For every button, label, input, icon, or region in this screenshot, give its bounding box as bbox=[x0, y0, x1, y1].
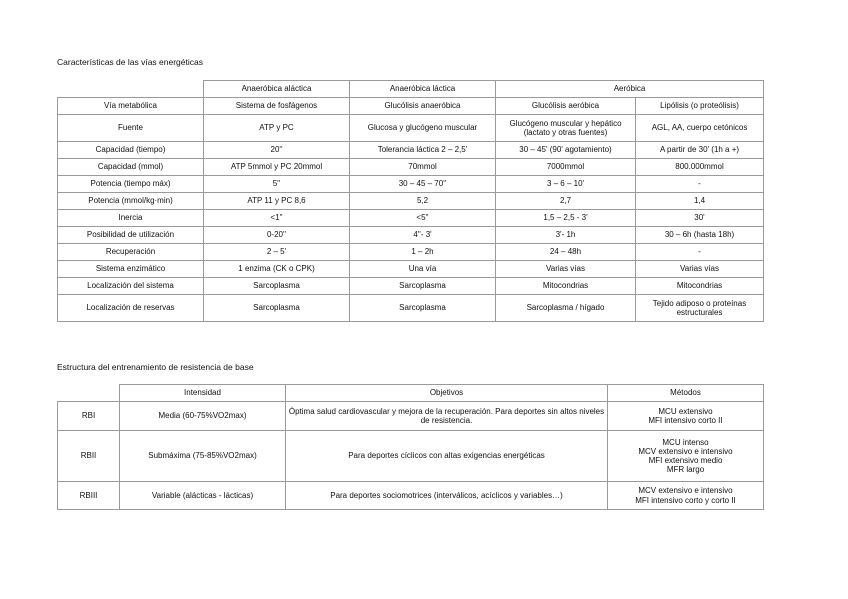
table-cell: Para deportes cíclicos con altas exigencias energéticas bbox=[286, 431, 608, 482]
table-cell: 2,7 bbox=[496, 193, 636, 210]
table-cell: Sistema de fosfágenos bbox=[204, 98, 350, 115]
table-cell: 3'- 1h bbox=[496, 227, 636, 244]
section-title-energy-pathways: Características de las vías energéticas bbox=[57, 57, 203, 67]
table-row bbox=[58, 193, 764, 210]
table-cell: Glucógeno muscular y hepático (lactato y otras fuentes) bbox=[496, 115, 636, 142]
method-item: MFI intensivo corto y corto II bbox=[635, 495, 736, 505]
table-row bbox=[58, 482, 764, 510]
table-row bbox=[58, 261, 764, 278]
table-cell: <1'' bbox=[204, 210, 350, 227]
table-cell: 5,2 bbox=[350, 193, 496, 210]
table-cell: ATP 11 y PC 8,6 bbox=[204, 193, 350, 210]
table-cell: Lipólisis (o proteólisis) bbox=[636, 98, 764, 115]
table-cell: Mitocondrias bbox=[496, 278, 636, 295]
table-cell: Varias vías bbox=[496, 261, 636, 278]
row-label: Capacidad (mmol) bbox=[58, 159, 204, 176]
table-cell: AGL, AA, cuerpo cetónicos bbox=[636, 115, 764, 142]
table-cell: <5'' bbox=[350, 210, 496, 227]
row-label: Fuente bbox=[58, 115, 204, 142]
table-header-row bbox=[58, 81, 764, 98]
column-group-header: Anaeróbica aláctica bbox=[204, 81, 350, 98]
empty-corner-cell bbox=[58, 81, 204, 98]
energy-pathways-table bbox=[57, 80, 764, 322]
table-cell: Variable (alácticas - lácticas) bbox=[120, 482, 286, 510]
table-cell: 0-20'' bbox=[204, 227, 350, 244]
table-cell: ATP 5mmol y PC 20mmol bbox=[204, 159, 350, 176]
empty-corner-cell bbox=[58, 385, 120, 402]
section-title-base-endurance: Estructura del entrenamiento de resistencia de base bbox=[57, 362, 254, 372]
table-row bbox=[58, 402, 764, 431]
row-label: Localización del sistema bbox=[58, 278, 204, 295]
method-item: MCV extensivo e intensivo bbox=[638, 486, 733, 496]
table-cell: Para deportes sociomotrices (interválicos, acíclicos y variables…) bbox=[286, 482, 608, 510]
table-row bbox=[58, 98, 764, 115]
table-cell: 30 – 6h (hasta 18h) bbox=[636, 227, 764, 244]
table-cell: 800.000mmol bbox=[636, 159, 764, 176]
table-cell: 1,5 – 2,5 - 3' bbox=[496, 210, 636, 227]
table-cell: Varias vías bbox=[636, 261, 764, 278]
table-cell: 70mmol bbox=[350, 159, 496, 176]
table-cell: Glucólisis aeróbica bbox=[496, 98, 636, 115]
table-cell: 4''- 3' bbox=[350, 227, 496, 244]
column-header: Intensidad bbox=[120, 385, 286, 402]
table-cell: Una vía bbox=[350, 261, 496, 278]
row-label: RBI bbox=[58, 402, 120, 431]
column-group-header: Anaeróbica láctica bbox=[350, 81, 496, 98]
table-cell: 3 – 6 – 10' bbox=[496, 176, 636, 193]
base-endurance-table bbox=[57, 384, 764, 510]
row-label: Sistema enzimático bbox=[58, 261, 204, 278]
table-cell: Media (60-75%VO2max) bbox=[120, 402, 286, 431]
row-label: Posibilidad de utilización bbox=[58, 227, 204, 244]
row-label: Potencia (tiempo máx) bbox=[58, 176, 204, 193]
column-header: Objetivos bbox=[286, 385, 608, 402]
methods-cell bbox=[608, 482, 764, 510]
table-row bbox=[58, 431, 764, 482]
table-cell: 24 – 48h bbox=[496, 244, 636, 261]
table-cell: 1,4 bbox=[636, 193, 764, 210]
table-cell: 20'' bbox=[204, 142, 350, 159]
table-cell: 30 – 45 – 70'' bbox=[350, 176, 496, 193]
row-label: Localización de reservas bbox=[58, 295, 204, 322]
table-cell: Sarcoplasma bbox=[350, 295, 496, 322]
table-cell: Sarcoplasma bbox=[350, 278, 496, 295]
column-group-header: Aeróbica bbox=[496, 81, 764, 98]
table-cell: ATP y PC bbox=[204, 115, 350, 142]
table-row bbox=[58, 278, 764, 295]
table-cell: - bbox=[636, 176, 764, 193]
row-label: RBIII bbox=[58, 482, 120, 510]
table-cell: 5'' bbox=[204, 176, 350, 193]
method-item: MCV extensivo e intensivo bbox=[638, 446, 733, 456]
method-item: MCU intenso bbox=[662, 437, 709, 447]
table-cell: Sarcoplasma bbox=[204, 278, 350, 295]
table-cell: 30 – 45' (90' agotamiento) bbox=[496, 142, 636, 159]
table-cell: 1 – 2h bbox=[350, 244, 496, 261]
table-row bbox=[58, 295, 764, 322]
methods-cell bbox=[608, 431, 764, 482]
row-label: Potencia (mmol/kg·min) bbox=[58, 193, 204, 210]
table-cell: 1 enzima (CK o CPK) bbox=[204, 261, 350, 278]
row-label: Vía metabólica bbox=[58, 98, 204, 115]
table-cell: 7000mmol bbox=[496, 159, 636, 176]
table-cell: Óptima salud cardiovascular y mejora de la recuperación. Para deportes sin altos niveles de resistencia. bbox=[286, 402, 608, 431]
method-item: MFI extensivo medio bbox=[648, 456, 723, 465]
row-label: Inercia bbox=[58, 210, 204, 227]
table-row bbox=[58, 210, 764, 227]
table-row bbox=[58, 142, 764, 159]
table-row bbox=[58, 227, 764, 244]
method-item: MCU extensivo bbox=[658, 406, 713, 416]
method-item: MFI intensivo corto II bbox=[648, 416, 723, 425]
table-cell: Tolerancia láctica 2 – 2,5' bbox=[350, 142, 496, 159]
row-label: RBII bbox=[58, 431, 120, 482]
row-label: Recuperación bbox=[58, 244, 204, 261]
table-cell: - bbox=[636, 244, 764, 261]
column-header: Métodos bbox=[608, 385, 764, 402]
table-cell: Sarcoplasma / hígado bbox=[496, 295, 636, 322]
table-cell: A partir de 30' (1h a +) bbox=[636, 142, 764, 159]
table-row bbox=[58, 115, 764, 142]
table-cell: Submáxima (75-85%VO2max) bbox=[120, 431, 286, 482]
table-cell: Tejido adiposo o proteínas estructurales bbox=[636, 295, 764, 322]
table-row bbox=[58, 159, 764, 176]
row-label: Capacidad (tiempo) bbox=[58, 142, 204, 159]
table-cell: Glucólisis anaeróbica bbox=[350, 98, 496, 115]
table-header-row bbox=[58, 385, 764, 402]
table-row bbox=[58, 176, 764, 193]
table-cell: Sarcoplasma bbox=[204, 295, 350, 322]
methods-cell bbox=[608, 402, 764, 431]
table-cell: 2 – 5' bbox=[204, 244, 350, 261]
table-cell: Mitocondrias bbox=[636, 278, 764, 295]
table-row bbox=[58, 244, 764, 261]
table-cell: 30' bbox=[636, 210, 764, 227]
method-item: MFR largo bbox=[666, 465, 705, 475]
table-cell: Glucosa y glucógeno muscular bbox=[350, 115, 496, 142]
